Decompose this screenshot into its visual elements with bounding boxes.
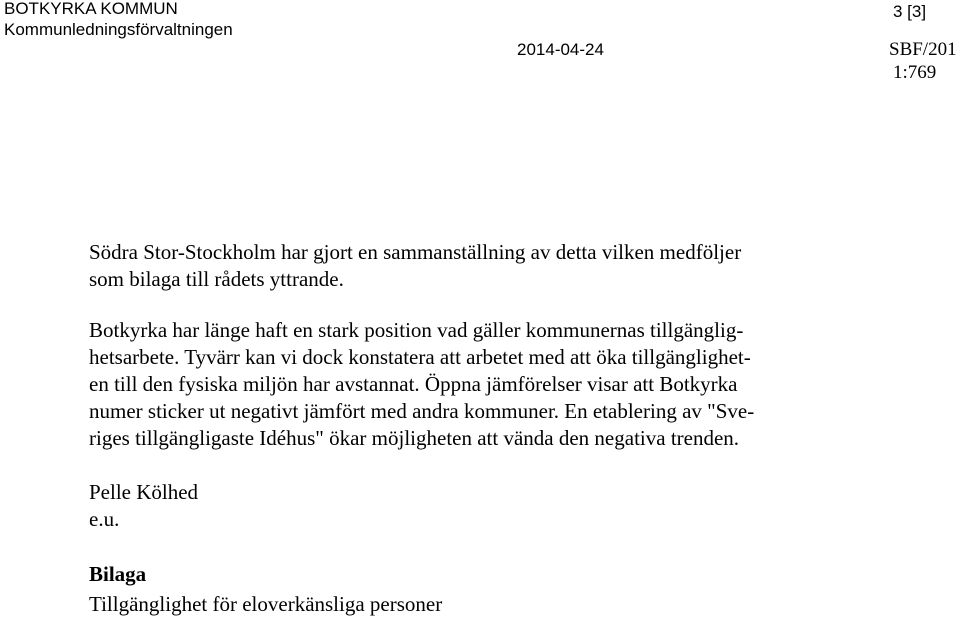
paragraph-2-line: numer sticker ut negativt jämfört med andra kommuner. En etablering av "Sve- (89, 399, 755, 423)
paragraph-1 (89, 239, 929, 293)
paragraph-2-line: Botkyrka har länge haft en stark position vad gäller kommunernas tillgänglig- (89, 318, 744, 342)
signature-block (89, 479, 929, 533)
paragraph-2-line: en till den fysiska miljön har avstannat. Öppna jämförelser visar att Botkyrka (89, 372, 738, 396)
reference-number-line1: SBF/201 (889, 39, 957, 60)
attachment-heading: Bilaga (89, 562, 147, 586)
signature-note: e.u. (89, 507, 120, 531)
department-name: Kommunledningsförvaltningen (4, 20, 233, 39)
paragraph-2-line: riges tillgängligaste Idéhus" ökar möjligheten att vända den negativa trenden. (89, 426, 740, 450)
paragraph-1-line: Södra Stor-Stockholm har gjort en sammanställning av detta vilken medföljer (89, 240, 742, 264)
signatory-name: Pelle Kölhed (89, 480, 199, 504)
paragraph-2-line: hetsarbete. Tyvärr kan vi dock konstatera att arbetet med att öka tillgänglighet- (89, 345, 751, 369)
reference-number-line2: 1:769 (893, 62, 937, 83)
document-date: 2014-04-24 (517, 40, 604, 59)
organization-name: BOTKYRKA KOMMUN (4, 0, 178, 18)
attachment-item: Tillgänglighet för eloverkänsliga personer (89, 592, 443, 616)
page-number: 3 [3] (893, 2, 927, 21)
paragraph-1-line: som bilaga till rådets yttrande. (89, 267, 344, 291)
paragraph-2 (89, 317, 929, 452)
